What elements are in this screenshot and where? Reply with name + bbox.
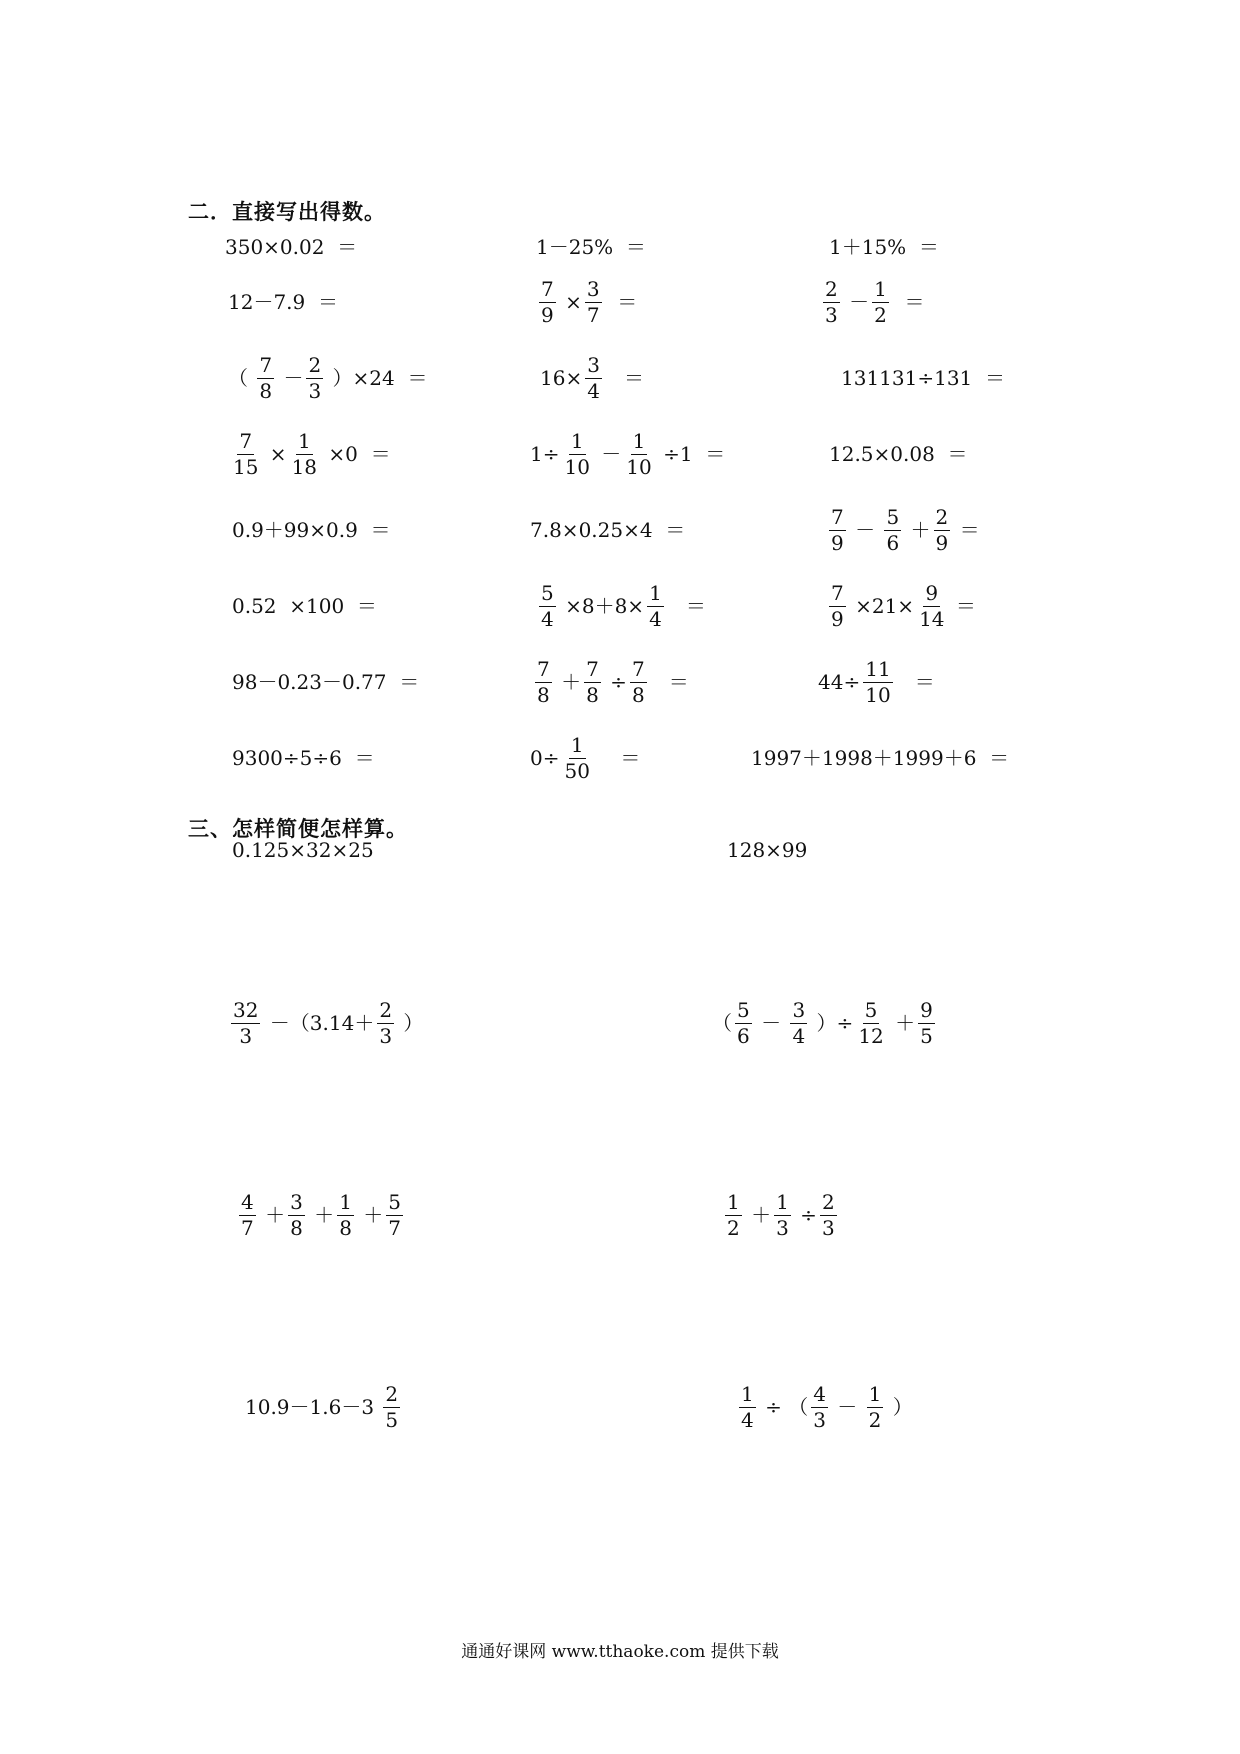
fraction-denominator: 18 — [291, 454, 318, 479]
expression-text: ＝ — [949, 594, 976, 618]
fraction-denominator: 7 — [586, 302, 600, 327]
fraction-numerator: 1 — [570, 732, 584, 757]
fraction-numerator: 1 — [868, 1381, 882, 1406]
fraction-denominator: 8 — [586, 682, 599, 707]
fraction — [288, 1191, 305, 1240]
fraction — [231, 999, 260, 1048]
calc-item — [225, 233, 357, 261]
calc-item — [826, 504, 980, 556]
fraction-denominator: 4 — [649, 606, 662, 631]
fraction-denominator: 3 — [776, 1215, 789, 1240]
calc-item — [530, 504, 685, 556]
expression-text: ） — [397, 1011, 424, 1035]
fraction-numerator: 1 — [297, 428, 311, 453]
section-2-title: 二．直接写出得数。 — [188, 200, 386, 224]
expression-text: － — [848, 518, 882, 542]
fraction — [535, 658, 552, 707]
fraction-denominator: 5 — [920, 1023, 933, 1048]
fraction — [820, 1191, 837, 1240]
fraction — [539, 582, 556, 631]
expression-text: ＝ — [953, 518, 980, 542]
fraction-denominator: 6 — [737, 1023, 750, 1048]
simplify-item — [236, 1188, 406, 1242]
calc-item — [820, 276, 925, 328]
expression-text: （ — [712, 1011, 732, 1035]
expression-text: ）÷ — [810, 1011, 854, 1035]
fraction-denominator: 4 — [587, 378, 600, 403]
fraction-numerator: 3 — [792, 997, 806, 1022]
expression-text: 16× — [540, 366, 583, 390]
fraction — [562, 734, 591, 783]
fraction — [647, 582, 664, 631]
fraction-denominator: 2 — [868, 1407, 882, 1432]
expression-text: 9300÷5÷6 ＝ — [232, 746, 375, 770]
expression-text: ＋ — [744, 1203, 772, 1227]
calc-item — [232, 656, 419, 708]
fraction-denominator: 9 — [831, 530, 844, 555]
expression-text: × — [263, 442, 287, 466]
expression-text: 0.125×32×25 — [232, 838, 374, 862]
fraction-denominator: 10 — [865, 682, 891, 707]
fraction-numerator: 7 — [239, 428, 253, 453]
expression-text: 7.8×0.25×4 ＝ — [530, 518, 686, 542]
expression-text: 0.9＋99×0.9 ＝ — [232, 518, 391, 542]
fraction — [539, 278, 556, 327]
fraction-denominator: 8 — [339, 1215, 352, 1240]
simplify-item — [228, 996, 423, 1050]
expression-text: ÷ — [603, 670, 627, 694]
expression-text: ＝ — [604, 290, 638, 314]
expression-text: ＋ — [356, 1203, 384, 1227]
fraction — [735, 999, 752, 1048]
fraction-numerator: 3 — [586, 276, 600, 301]
calc-item — [232, 504, 391, 556]
fraction-denominator: 8 — [290, 1215, 303, 1240]
calc-item — [232, 732, 375, 784]
footer-source: 通通好课网 www.tthaoke.com 提供下载 — [461, 1642, 779, 1662]
fraction — [829, 582, 846, 631]
expression-text: ×8＋8× — [558, 594, 645, 618]
fraction-denominator: 10 — [626, 454, 652, 479]
expression-text: 0÷ — [530, 746, 560, 770]
fraction-numerator: 9 — [920, 997, 933, 1022]
expression-text: －（3.14＋ — [263, 1011, 375, 1035]
fraction — [584, 658, 601, 707]
fraction-denominator: 9 — [541, 302, 554, 327]
fraction-denominator: 3 — [308, 378, 322, 403]
fraction-denominator: 10 — [564, 454, 590, 479]
fraction-numerator: 3 — [587, 352, 600, 377]
fraction — [918, 999, 935, 1048]
calc-item — [228, 428, 391, 480]
fraction-denominator: 3 — [821, 1215, 835, 1240]
fraction-numerator: 1 — [741, 1381, 754, 1406]
fraction — [867, 1383, 884, 1432]
expression-text: × — [558, 290, 582, 314]
expression-text: 98－0.23－0.77 ＝ — [232, 670, 420, 694]
fraction-numerator: 1 — [570, 428, 584, 453]
fraction-numerator: 2 — [935, 504, 949, 529]
fraction-numerator: 1 — [339, 1189, 352, 1214]
calc-item — [751, 732, 1009, 784]
fraction-denominator: 3 — [825, 302, 838, 327]
fraction — [872, 278, 889, 327]
fraction-numerator: 5 — [886, 504, 900, 529]
calc-item — [829, 233, 939, 261]
fraction-denominator: 4 — [541, 606, 554, 631]
expression-text: 12.5×0.08 ＝ — [829, 442, 968, 466]
fraction-numerator: 4 — [813, 1381, 826, 1406]
calc-item — [536, 233, 646, 261]
expression-text: ＝ — [594, 746, 641, 770]
expression-text: 0.52 ×100 ＝ — [232, 594, 377, 618]
calc-item — [536, 276, 637, 328]
fraction — [231, 430, 260, 479]
fraction-denominator: 5 — [385, 1407, 399, 1432]
fraction-numerator: 2 — [379, 997, 393, 1022]
expression-text: 128×99 — [727, 838, 808, 862]
expression-text: ＋ — [307, 1203, 335, 1227]
expression-text: － — [277, 366, 304, 390]
fraction — [239, 1191, 256, 1240]
fraction-denominator: 8 — [537, 682, 550, 707]
fraction-numerator: 5 — [737, 997, 750, 1022]
fraction — [585, 354, 602, 403]
fraction-numerator: 5 — [388, 1189, 402, 1214]
fraction — [377, 999, 394, 1048]
expression-text: ＋ — [554, 670, 582, 694]
expression-text: ×21× — [848, 594, 915, 618]
fraction — [306, 354, 323, 403]
expression-text: ÷1 ＝ — [656, 442, 726, 466]
fraction-numerator: 2 — [825, 276, 838, 301]
fraction-numerator: 7 — [831, 504, 844, 529]
calc-item — [532, 656, 689, 708]
fraction-denominator: 9 — [935, 530, 949, 555]
expression-text: ＋ — [258, 1203, 286, 1227]
fraction-denominator: 50 — [564, 758, 590, 783]
fraction — [790, 999, 807, 1048]
fraction — [386, 1191, 403, 1240]
calc-item — [841, 352, 1005, 404]
fraction — [856, 999, 885, 1048]
fraction-denominator: 2 — [727, 1215, 740, 1240]
fraction-denominator: 6 — [886, 530, 900, 555]
expression-text: 1÷ — [530, 442, 560, 466]
fraction-denominator: 2 — [874, 302, 887, 327]
simplify-item — [736, 1380, 913, 1434]
fraction-numerator: 7 — [586, 656, 599, 681]
fraction-numerator: 7 — [537, 656, 550, 681]
fraction-numerator: 1 — [727, 1189, 740, 1214]
fraction-denominator: 14 — [919, 606, 945, 631]
expression-text: ＝ — [895, 670, 935, 694]
fraction-denominator: 4 — [741, 1407, 754, 1432]
expression-text: ＋ — [888, 1011, 916, 1035]
simplify-item — [712, 996, 938, 1050]
fraction — [863, 658, 892, 707]
expression-text: ÷ （ — [758, 1395, 809, 1419]
calc-item — [228, 352, 427, 404]
fraction-denominator: 15 — [233, 454, 259, 479]
calc-item — [536, 580, 706, 632]
fraction-numerator: 9 — [925, 580, 939, 605]
expression-text: 1＋15% ＝ — [829, 235, 939, 259]
section-3-title: 三、怎样简便怎样算。 — [188, 817, 408, 841]
expression-text: ）×24 ＝ — [326, 366, 428, 390]
fraction-numerator: 5 — [541, 580, 554, 605]
fraction-numerator: 1 — [776, 1189, 789, 1214]
fraction — [774, 1191, 791, 1240]
simplify-item — [245, 1380, 403, 1434]
fraction-numerator: 3 — [290, 1189, 303, 1214]
fraction-numerator: 7 — [831, 580, 844, 605]
fraction-numerator: 2 — [308, 352, 322, 377]
fraction — [829, 506, 846, 555]
expression-text: － — [754, 1011, 788, 1035]
fraction-denominator: 7 — [388, 1215, 402, 1240]
expression-text: 44÷ — [818, 670, 861, 694]
fraction — [383, 1383, 400, 1432]
fraction — [884, 506, 901, 555]
expression-text: ＝ — [666, 594, 706, 618]
fraction-denominator: 8 — [259, 378, 273, 403]
fraction — [624, 430, 653, 479]
simplify-item — [727, 836, 807, 864]
expression-text: ×0 ＝ — [322, 442, 391, 466]
fraction-numerator: 7 — [541, 276, 554, 301]
expression-text: － — [830, 1395, 864, 1419]
fraction — [585, 278, 602, 327]
fraction — [725, 1191, 742, 1240]
expression-text: （ — [228, 366, 255, 390]
expression-text: ＝ — [649, 670, 689, 694]
fraction-numerator: 5 — [864, 997, 878, 1022]
expression-text: ÷ — [793, 1203, 817, 1227]
fraction-numerator: 11 — [865, 656, 891, 681]
fraction-numerator: 2 — [385, 1381, 399, 1406]
fraction-numerator: 7 — [259, 352, 273, 377]
fraction-denominator: 3 — [239, 1023, 253, 1048]
fraction — [811, 1383, 828, 1432]
fraction-denominator: 4 — [792, 1023, 806, 1048]
fraction — [630, 658, 647, 707]
fraction-denominator: 9 — [831, 606, 844, 631]
fraction — [562, 430, 591, 479]
expression-text: 1997＋1998＋1999＋6 ＝ — [751, 746, 1010, 770]
expression-text: ＝ — [604, 366, 645, 390]
fraction-denominator: 3 — [813, 1407, 826, 1432]
calc-item — [826, 580, 976, 632]
expression-text: ） — [886, 1395, 913, 1419]
expression-text: 350×0.02 ＝ — [225, 235, 358, 259]
fraction — [290, 430, 319, 479]
calc-item — [530, 428, 725, 480]
fraction-denominator: 7 — [241, 1215, 254, 1240]
fraction-numerator: 1 — [874, 276, 887, 301]
calc-item — [818, 656, 935, 708]
fraction-numerator: 1 — [649, 580, 662, 605]
fraction-numerator: 32 — [233, 997, 259, 1022]
fraction — [934, 506, 951, 555]
fraction-numerator: 7 — [631, 656, 645, 681]
fraction — [917, 582, 946, 631]
fraction-numerator: 2 — [821, 1189, 835, 1214]
fraction-numerator: 4 — [241, 1189, 254, 1214]
calc-item — [829, 428, 968, 480]
fraction-denominator: 3 — [379, 1023, 393, 1048]
expression-text: － — [842, 290, 870, 314]
fraction-denominator: 12 — [858, 1023, 884, 1048]
fraction-numerator: 1 — [632, 428, 646, 453]
fraction — [739, 1383, 756, 1432]
fraction-denominator: 8 — [631, 682, 645, 707]
calc-item — [228, 276, 338, 328]
expression-text: ＝ — [891, 290, 925, 314]
expression-text: ＋ — [904, 518, 931, 542]
expression-text: － — [594, 442, 622, 466]
fraction — [823, 278, 840, 327]
calc-item — [232, 580, 377, 632]
calc-item — [540, 352, 644, 404]
calc-item — [530, 732, 640, 784]
expression-text: 131131÷131 ＝ — [841, 366, 1005, 390]
fraction — [337, 1191, 354, 1240]
simplify-item — [722, 1188, 840, 1242]
expression-text: 10.9－1.6－3 — [245, 1395, 381, 1419]
expression-text: 12－7.9 ＝ — [228, 290, 338, 314]
expression-text: 1－25% ＝ — [536, 235, 646, 259]
simplify-item — [232, 836, 374, 864]
fraction — [257, 354, 274, 403]
